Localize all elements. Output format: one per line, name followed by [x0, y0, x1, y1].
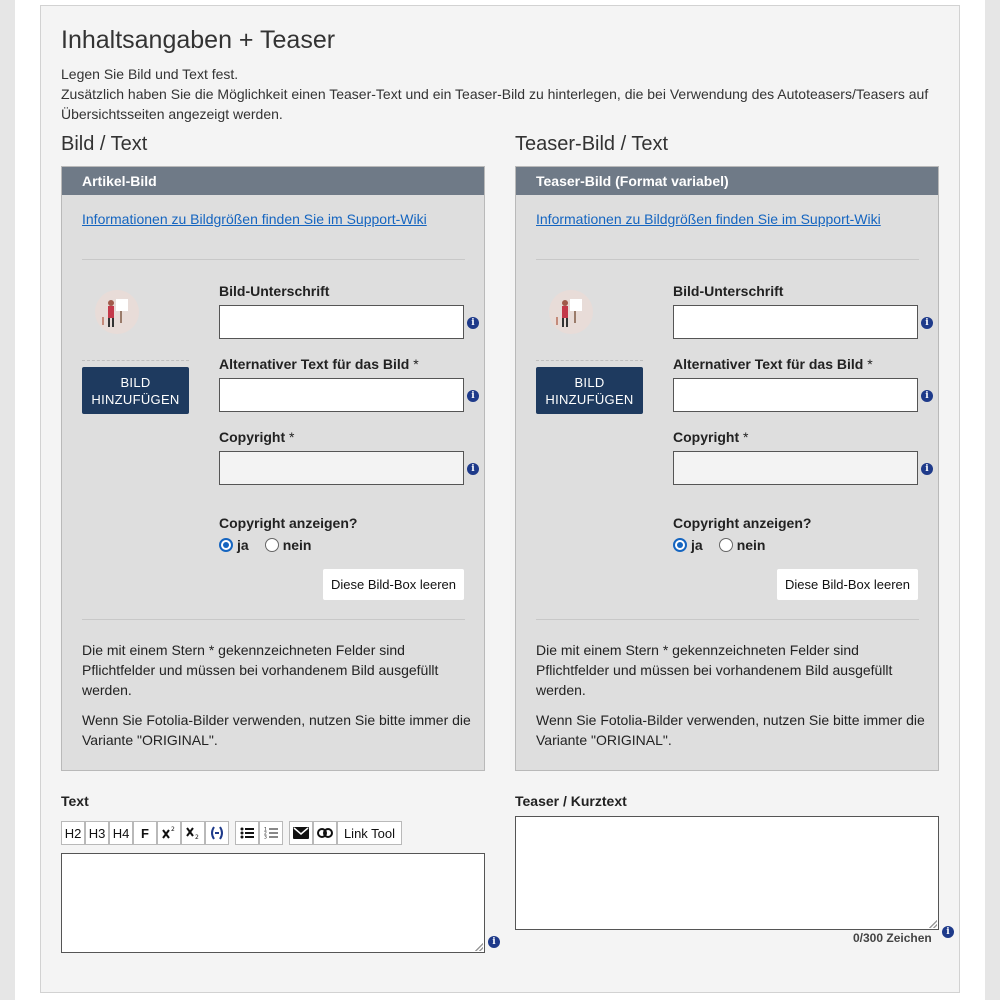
- bulleted-list-icon: [240, 826, 254, 840]
- add-image-label-2: HINZUFÜGEN: [91, 391, 180, 407]
- info-icon[interactable]: i: [921, 463, 933, 475]
- alt-text-input[interactable]: [673, 378, 918, 412]
- clear-image-box-button[interactable]: Diese Bild-Box leeren: [777, 569, 918, 600]
- bracket-button[interactable]: [205, 821, 229, 845]
- intro-line-2: Zusätzlich haben Sie die Möglichkeit einen Teaser-Text und ein Teaser-Bild zu hinterlegen, die bei Verwendung des Autoteasers/Teasers auf Übersichtsseiten angezeigt werden.: [61, 86, 929, 122]
- copyright-label-text: Copyright: [219, 429, 286, 445]
- divider: [536, 619, 919, 620]
- add-image-label-2: HINZUFÜGEN: [545, 391, 634, 407]
- caption-label: Bild-Unterschrift: [219, 283, 330, 299]
- svg-text:1: 1: [264, 827, 267, 833]
- panel-header: Artikel-Bild: [62, 167, 484, 195]
- show-copyright-label: Copyright anzeigen?: [673, 515, 812, 531]
- image-placeholder-thumbnail: [548, 289, 594, 335]
- bulleted-list-button[interactable]: [235, 821, 259, 845]
- h2-button[interactable]: H2: [61, 821, 85, 845]
- text-editor-area[interactable]: [61, 853, 485, 953]
- divider: [536, 259, 919, 260]
- info-icon[interactable]: i: [488, 936, 500, 948]
- fotolia-note: Wenn Sie Fotolia-Bilder verwenden, nutzen Sie bitte immer die Variante "ORIGINAL".: [82, 712, 471, 748]
- teaser-image-box: [515, 166, 939, 771]
- required-fields-note: Die mit einem Stern * gekennzeichneten Felder sind Pflichtfelder und müssen bei vorhandenem Bild ausgefüllt werden.: [82, 642, 439, 698]
- add-image-button[interactable]: [536, 367, 643, 414]
- alt-text-label: [673, 356, 873, 372]
- alt-text-label-text: Alternativer Text für das Bild: [673, 356, 864, 372]
- panel-header: Teaser-Bild (Format variabel): [516, 167, 938, 195]
- help-notes: [82, 640, 472, 760]
- clear-image-box-button[interactable]: Diese Bild-Box leeren: [323, 569, 464, 600]
- radio-no-label: nein: [736, 537, 766, 553]
- link-icon: [317, 828, 333, 838]
- show-copyright-radio-group: [673, 537, 765, 553]
- radio-yes[interactable]: [673, 538, 687, 552]
- caption-input[interactable]: [219, 305, 464, 339]
- alt-text-input[interactable]: [219, 378, 464, 412]
- subscript-icon: [186, 826, 200, 840]
- fotolia-note: Wenn Sie Fotolia-Bilder verwenden, nutzen Sie bitte immer die Variante "ORIGINAL".: [536, 712, 925, 748]
- link-tool-button[interactable]: Link Tool: [337, 821, 402, 845]
- subscript-button[interactable]: [181, 821, 205, 845]
- copyright-input[interactable]: [673, 451, 918, 485]
- link-button[interactable]: [313, 821, 337, 845]
- add-image-label-1: BILD: [120, 374, 151, 390]
- info-icon[interactable]: i: [467, 463, 479, 475]
- h3-button[interactable]: H3: [85, 821, 109, 845]
- alt-text-label-text: Alternativer Text für das Bild: [219, 356, 410, 372]
- svg-text:2: 2: [195, 834, 199, 840]
- h4-button[interactable]: H4: [109, 821, 133, 845]
- resize-handle[interactable]: [475, 943, 483, 951]
- radio-yes[interactable]: [219, 538, 233, 552]
- caption-input[interactable]: [673, 305, 918, 339]
- teaser-textarea[interactable]: [515, 816, 939, 930]
- divider: [82, 619, 465, 620]
- radio-yes-label: ja: [237, 537, 249, 553]
- radio-no[interactable]: [265, 538, 279, 552]
- email-button[interactable]: [289, 821, 313, 845]
- support-wiki-link[interactable]: Informationen zu Bildgrößen finden Sie im Support-Wiki: [536, 211, 881, 227]
- radio-no[interactable]: [719, 538, 733, 552]
- teaser-label: Teaser / Kurztext: [515, 793, 627, 809]
- support-wiki-link[interactable]: Informationen zu Bildgrößen finden Sie im Support-Wiki: [82, 211, 427, 227]
- superscript-icon: [162, 826, 176, 840]
- svg-text:2: 2: [171, 826, 175, 833]
- bracket-icon: [209, 825, 225, 841]
- image-placeholder-thumbnail: [94, 289, 140, 335]
- add-image-label-1: BILD: [574, 374, 605, 390]
- bold-button[interactable]: F: [133, 821, 157, 845]
- info-icon[interactable]: i: [942, 926, 954, 938]
- required-mark: *: [743, 429, 749, 445]
- info-icon[interactable]: i: [921, 390, 933, 402]
- info-icon[interactable]: i: [467, 317, 479, 329]
- divider-dashed: [82, 360, 189, 361]
- caption-label: Bild-Unterschrift: [673, 283, 784, 299]
- text-label: Text: [61, 793, 89, 809]
- divider: [82, 259, 465, 260]
- copyright-label-text: Copyright: [673, 429, 740, 445]
- column-title-teaser: Teaser-Bild / Text: [515, 133, 669, 155]
- article-image-box: [61, 166, 485, 771]
- resize-handle[interactable]: [929, 920, 937, 928]
- show-copyright-label: Copyright anzeigen?: [219, 515, 358, 531]
- intro-line-1: Legen Sie Bild und Text fest.: [61, 66, 239, 82]
- required-mark: *: [867, 356, 873, 372]
- intro-text: [61, 64, 941, 124]
- copyright-input[interactable]: [219, 451, 464, 485]
- copyright-label: [673, 429, 748, 445]
- required-mark: *: [289, 429, 295, 445]
- column-title-article: Bild / Text: [61, 133, 148, 155]
- help-notes: [536, 640, 926, 760]
- radio-no-label: nein: [282, 537, 312, 553]
- page-title: Inhaltsangaben + Teaser: [61, 26, 336, 54]
- info-icon[interactable]: i: [467, 390, 479, 402]
- add-image-button[interactable]: [82, 367, 189, 414]
- character-counter: 0/300 Zeichen: [853, 931, 932, 945]
- required-mark: *: [413, 356, 419, 372]
- numbered-list-button[interactable]: [259, 821, 283, 845]
- numbered-list-icon: [264, 826, 278, 840]
- svg-text:3: 3: [264, 835, 267, 840]
- copyright-label: [219, 429, 294, 445]
- info-icon[interactable]: i: [921, 317, 933, 329]
- superscript-button[interactable]: [157, 821, 181, 845]
- envelope-icon: [293, 827, 309, 839]
- required-fields-note: Die mit einem Stern * gekennzeichneten Felder sind Pflichtfelder und müssen bei vorhandenem Bild ausgefüllt werden.: [536, 642, 893, 698]
- radio-yes-label: ja: [691, 537, 703, 553]
- alt-text-label: [219, 356, 419, 372]
- divider-dashed: [536, 360, 643, 361]
- svg-text:2: 2: [264, 831, 267, 837]
- show-copyright-radio-group: [219, 537, 311, 553]
